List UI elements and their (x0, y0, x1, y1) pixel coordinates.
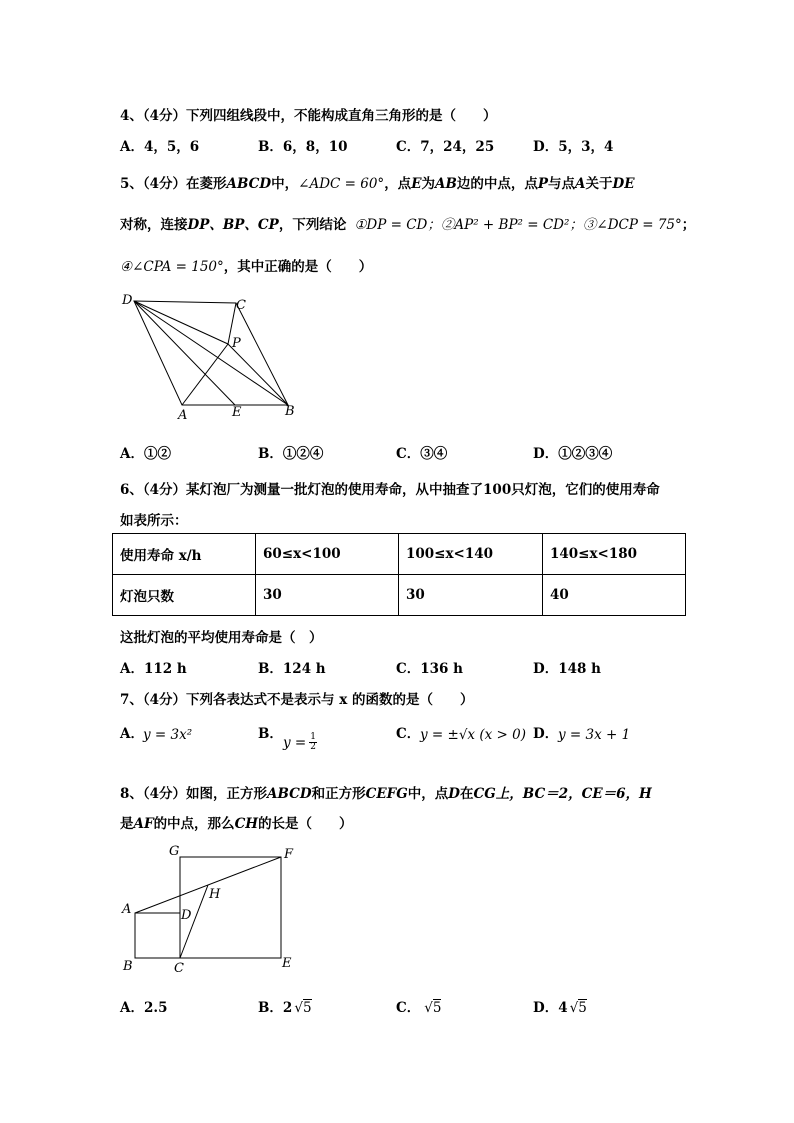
q7-label-c: C． (396, 726, 421, 742)
q8-option-d-prefix: D． (533, 1000, 559, 1016)
q5-option-b: B．①②④ (258, 446, 324, 462)
q6-stem-line2: 如表所示： (120, 513, 188, 529)
q6-option-b: B．124 h (258, 661, 326, 677)
q4-option-d: D．5，3，4 (533, 139, 614, 155)
q5-segments: DP、BP、CP (187, 217, 279, 233)
q8-point-d: D (448, 786, 461, 802)
q5-option-c: C．③④ (396, 446, 448, 462)
label-a: A (178, 408, 188, 422)
q5-seg-de: DE (612, 176, 635, 192)
q5-text: ，下列结论 (278, 217, 347, 233)
q5-text: 与点 (548, 176, 576, 192)
q5-angle-adc: ∠ADC = 60° (298, 176, 385, 192)
q8-option-a-prefix: A． (120, 1000, 144, 1016)
q5-text: 5、（4分）在菱形 (120, 176, 227, 192)
q8-text: 和正方形 (311, 786, 366, 802)
q8-text: 的中点，那么 (153, 816, 235, 832)
q8-text: 在 (460, 786, 474, 802)
label-c: C (236, 298, 246, 313)
lifespan-table (112, 533, 686, 616)
q5-point-p: P (537, 176, 549, 192)
q7-expr-c: y = ±√x (x > 0) (420, 727, 526, 743)
sqrt-icon: √ (569, 1000, 579, 1016)
q4-stem: 4、（4分）下列四组线段中，不能构成直角三角形的是（ ） (120, 108, 497, 124)
q5-line1 (120, 172, 635, 192)
q8-option-b-coef: 2 (282, 1000, 293, 1016)
q7-fraction-num: 1 (310, 732, 316, 742)
q7-expr-b-lhs: y = (283, 734, 307, 751)
q7-label-d: D． (533, 726, 559, 742)
q5-abcd: ABCD (226, 176, 272, 192)
table-cell: 40 (543, 575, 686, 616)
label-f: F (284, 847, 294, 862)
q8-option-b-prefix: B． (258, 1000, 283, 1016)
q8-option-c (396, 996, 441, 1016)
q8-option-a (120, 996, 167, 1016)
q8-text: 中，点 (407, 786, 449, 802)
table-header: 使用寿命 x/h (113, 534, 256, 575)
q8-text: 的长是（ ） (258, 816, 353, 832)
q7-expr-b (283, 733, 317, 752)
q8-option-b-radicand: 5 (302, 1000, 312, 1016)
segment-db (134, 301, 288, 405)
q8-option-a-value: 2.5 (143, 1000, 168, 1016)
q5-text: 边的中点，点 (456, 176, 538, 192)
segment-dp (134, 301, 228, 344)
q5-option-a: A．①② (120, 446, 171, 462)
segment-de (134, 301, 235, 405)
q5-text: ； (681, 217, 696, 233)
q6-option-d: D．148 h (533, 661, 601, 677)
square-cefg (180, 857, 281, 958)
table-cell: 30 (399, 575, 543, 616)
q7-stem: 7、（4分）下列各表达式不是表示与 x 的函数的是（ ） (120, 692, 474, 708)
q8-line1 (120, 782, 652, 802)
q4-option-a: A．4，5，6 (120, 139, 200, 155)
q5-text: 关于 (585, 176, 613, 192)
q8-seg-af: AF (133, 816, 154, 832)
q5-rhombus-figure (118, 290, 308, 422)
q5-conclusion-2: ；②AP² + BP² = CD² (427, 217, 570, 233)
q8-values: 上，BC＝2，CE＝6，H (495, 786, 652, 802)
table-row (113, 575, 686, 616)
q5-text: 为 (421, 176, 435, 192)
q7-expr-a: y = 3x² (143, 727, 193, 743)
q5-line2 (120, 213, 695, 233)
q5-conclusion-3: ；③∠DCP = 75° (569, 217, 682, 233)
q7-label-b: B． (258, 726, 283, 742)
label-b: B (285, 404, 295, 419)
label-e: E (282, 956, 292, 971)
q8-text: 是 (120, 816, 134, 832)
label-d: D (181, 908, 192, 923)
label-d: D (122, 293, 133, 308)
q7-fraction-den: 2 (310, 742, 316, 752)
q8-option-c-radicand: 5 (432, 1000, 442, 1016)
q8-squares-figure (118, 842, 308, 977)
q5-point-a: A (575, 176, 586, 192)
segment-bp (228, 344, 288, 405)
sqrt-icon: √ (294, 1000, 303, 1016)
q5-conclusion-1: ①DP = CD (354, 217, 428, 233)
q5-text: 中， (271, 176, 299, 192)
table-header: 100≤x<140 (399, 534, 543, 575)
table-cell: 30 (256, 575, 399, 616)
label-b: B (123, 959, 133, 974)
label-p: P (232, 336, 241, 351)
q5-text: 对称，连接 (120, 217, 188, 233)
q8-option-d (533, 996, 587, 1016)
q5-point-e: E (411, 176, 422, 192)
q8-option-c-prefix: C． (396, 1000, 421, 1016)
q5-seg-ab: AB (434, 176, 457, 192)
q7-fraction (309, 733, 317, 752)
q6-stem-line1: 6、（4分）某灯泡厂为测量一批灯泡的使用寿命，从中抽查了100只灯泡，它们的使用寿命 (120, 482, 660, 498)
q5-line3 (120, 255, 372, 275)
q8-cefg: CEFG (365, 786, 408, 802)
q7-expr-d: y = 3x + 1 (558, 727, 631, 743)
table-header: 60≤x<100 (256, 534, 399, 575)
label-a: A (122, 902, 132, 917)
segment-ap (182, 344, 228, 405)
table-row (113, 534, 686, 575)
sqrt-icon: √ (424, 1000, 433, 1016)
q6-question: 这批灯泡的平均使用寿命是（ ） (120, 630, 323, 646)
square-abcd (135, 913, 180, 958)
q8-option-d-coef: 4 (558, 1000, 568, 1016)
q5-text: ，点 (384, 176, 412, 192)
q5-text: ，其中正确的是（ ） (223, 259, 373, 275)
table-header: 140≤x<180 (543, 534, 686, 575)
q8-seg-cg: CG (473, 786, 496, 802)
q8-line2 (120, 812, 353, 832)
q5-option-d: D．①②③④ (533, 446, 613, 462)
q4-option-c: C．7，24，25 (396, 139, 495, 155)
label-h: H (209, 887, 221, 902)
q7-label-a: A． (120, 726, 144, 742)
q8-option-d-radicand: 5 (578, 1000, 587, 1016)
q6-option-a: A．112 h (120, 661, 187, 677)
q8-seg-ch: CH (234, 816, 259, 832)
label-c: C (174, 961, 184, 976)
q5-conclusion-4: ④∠CPA = 150° (120, 259, 224, 275)
label-g: G (169, 844, 180, 859)
q6-option-c: C．136 h (396, 661, 463, 677)
q8-abcd: ABCD (267, 786, 312, 802)
label-e: E (232, 405, 242, 420)
table-cell: 灯泡只数 (113, 575, 256, 616)
q4-option-b: B．6，8，10 (258, 139, 348, 155)
q8-option-b (258, 996, 312, 1016)
q8-text: 8、（4分）如图，正方形 (120, 786, 268, 802)
